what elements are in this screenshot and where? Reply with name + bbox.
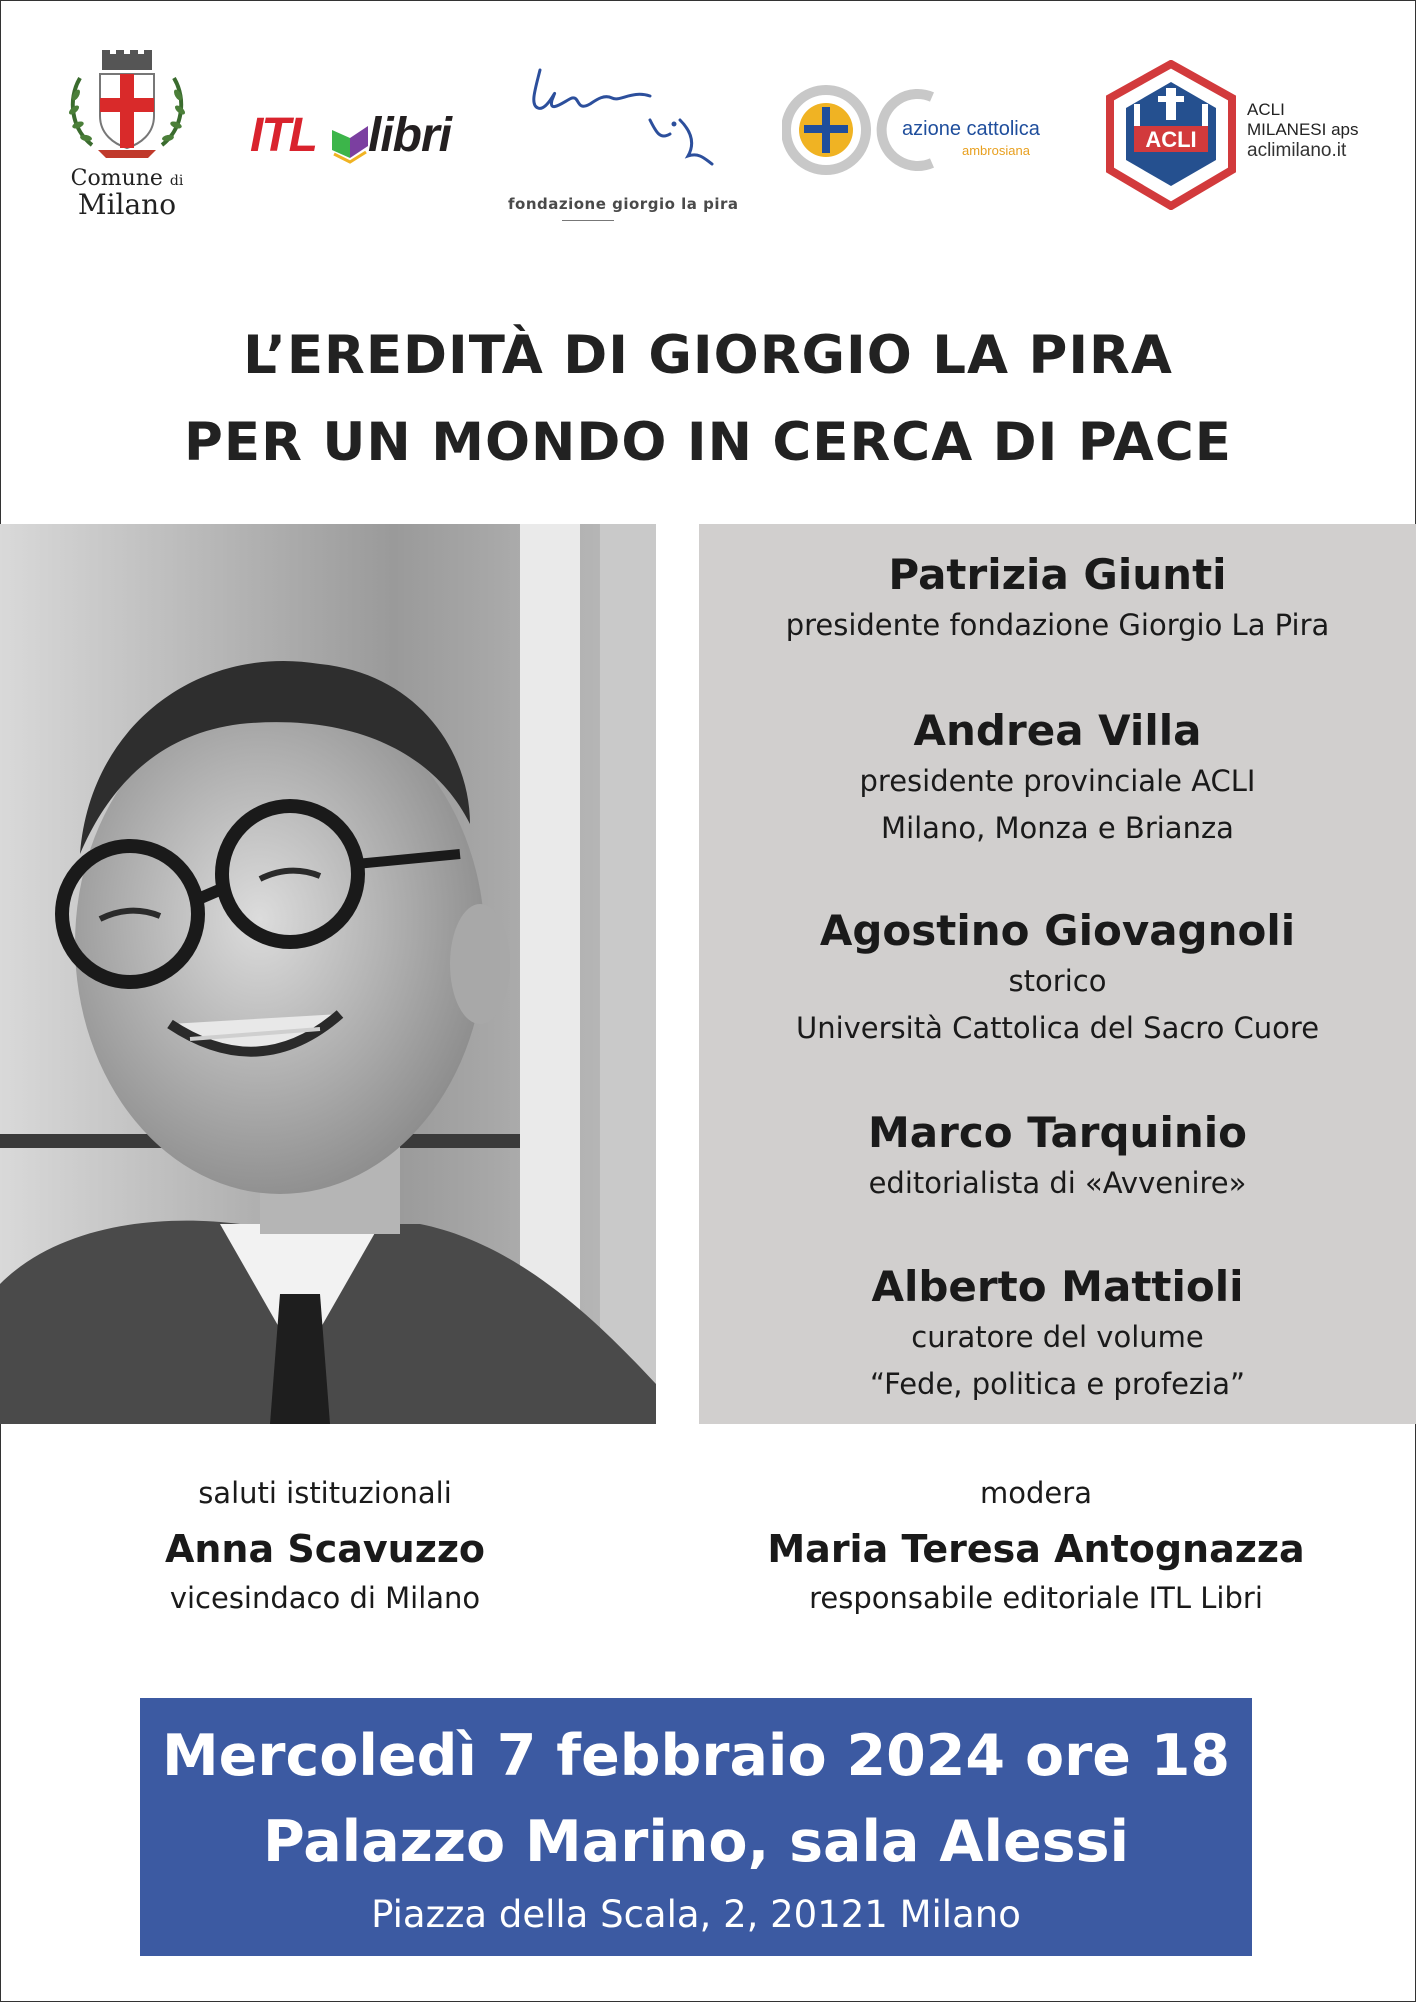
speaker-agostino-giovagnoli <box>699 906 1416 1052</box>
speaker-name: Alberto Mattioli <box>871 1262 1244 1311</box>
moderator <box>726 1476 1346 1615</box>
milano-caption-line2: Milano <box>77 188 177 221</box>
speaker-role: editorialista di «Avvenire» <box>868 1166 1247 1200</box>
event-title-line1: L’EREDITÀ DI GIORGIO LA PIRA <box>243 325 1173 386</box>
speaker-role: Milano, Monza e Brianza <box>881 811 1234 845</box>
event-title-line2: PER UN MONDO IN CERCA DI PACE <box>184 412 1232 473</box>
greetings-role: vicesindaco di Milano <box>169 1581 481 1615</box>
speaker-name: Patrizia Giunti <box>888 550 1227 599</box>
speakers-panel <box>699 524 1416 1424</box>
milano-crest-icon <box>62 50 192 160</box>
speaker-role: curatore del volume <box>911 1320 1204 1354</box>
speaker-role: presidente provinciale ACLI <box>859 764 1256 798</box>
libri-logo-text: libri <box>368 109 452 162</box>
la-pira-signature-icon <box>500 60 750 190</box>
greetings-label: saluti istituzionali <box>198 1476 452 1510</box>
acli-hexagon-icon <box>1104 60 1238 210</box>
speaker-name: Agostino Giovagnoli <box>819 906 1296 955</box>
speaker-marco-tarquinio <box>699 1108 1416 1207</box>
moderator-role: responsabile editoriale ITL Libri <box>809 1581 1263 1615</box>
speaker-role: presidente fondazione Giorgio La Pira <box>785 608 1330 642</box>
itl-logo-text: ITL <box>250 109 316 162</box>
comune-di-milano-logo <box>62 50 192 230</box>
azione-cattolica-logo <box>782 85 1062 175</box>
event-address: Piazza della Scala, 2, 20121 Milano <box>371 1893 1021 1936</box>
speaker-name: Andrea Villa <box>913 706 1202 755</box>
acli-text-line1: ACLI <box>1247 100 1285 119</box>
azione-cattolica-name: azione cattolica <box>902 118 1040 140</box>
speaker-role: Università Cattolica del Sacro Cuore <box>795 1011 1320 1045</box>
acli-badge-text: ACLI <box>1145 127 1197 152</box>
milano-caption-line1: Comune di <box>70 166 184 191</box>
greetings-name: Anna Scavuzzo <box>164 1527 486 1571</box>
caption-underline <box>562 220 614 221</box>
speaker-role: “Fede, politica e profezia” <box>869 1367 1245 1401</box>
speaker-patrizia-giunti <box>699 550 1416 649</box>
moderator-label: modera <box>980 1476 1092 1510</box>
acli-text-line2: MILANESI aps <box>1247 120 1359 139</box>
event-details-banner <box>140 1698 1252 1956</box>
la-pira-caption: fondazione giorgio la pira <box>508 195 739 213</box>
moderator-name: Maria Teresa Antognazza <box>767 1527 1305 1571</box>
itl-libri-logo <box>250 108 475 178</box>
azione-cattolica-sub: ambrosiana <box>962 143 1030 158</box>
acli-milanesi-logo <box>1104 60 1374 210</box>
fondazione-la-pira-logo <box>500 60 750 230</box>
event-venue: Palazzo Marino, sala Alessi <box>262 1809 1130 1875</box>
speaker-role: storico <box>1008 964 1107 998</box>
speaker-name: Marco Tarquinio <box>867 1108 1248 1157</box>
event-date: Mercoledì 7 febbraio 2024 ore 18 <box>161 1723 1231 1789</box>
acli-website: aclimilano.it <box>1247 140 1347 161</box>
speaker-andrea-villa <box>699 706 1416 852</box>
book-icon <box>328 120 372 164</box>
institutional-greetings <box>60 1476 590 1615</box>
giorgio-la-pira-portrait <box>0 524 656 1424</box>
speaker-alberto-mattioli <box>699 1262 1416 1408</box>
